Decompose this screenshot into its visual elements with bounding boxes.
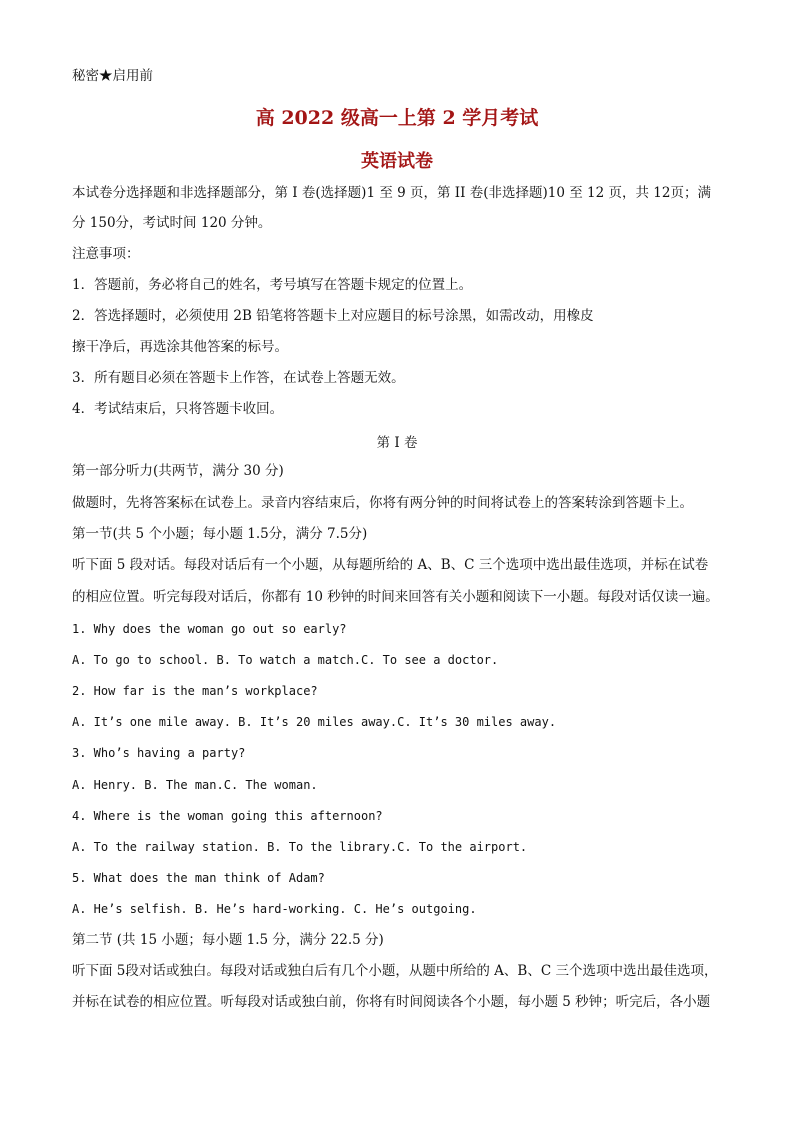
question-options: A. Henry. B. The man.C. The woman. <box>72 778 318 792</box>
notice-item: 2．答选择题时，必须使用 2B 铅笔将答题卡上对应题目的标号涂黑，如需改动，用橡皮 <box>72 308 594 324</box>
intro-line: 分 150分，考试时间 120 分钟。 <box>72 215 272 231</box>
notice-heading: 注意事项： <box>72 246 140 262</box>
question-options: A. It’s one mile away. B. It’s 20 miles away.C. It’s 30 miles away. <box>72 715 557 729</box>
question-text: 3. Who’s having a party? <box>72 746 246 760</box>
section1-instruction: 的相应位置。听完每段对话后，你都有 10 秒钟的时间来回答有关小题和阅读下一小题。每段对话仅读一遍。 <box>72 589 719 605</box>
notice-item: 擦干净后，再选涂其他答案的标号。 <box>72 339 288 355</box>
section2-instruction: 听下面 5段对话或独白。每段对话或独白后有几个小题，从题中所给的 A、B、C 三个选项中选出最佳选项， <box>72 963 718 979</box>
question-options: A. To the railway station. B. To the library.C. To the airport. <box>72 840 528 854</box>
section2-heading: 第二节 (共 15 小题；每小题 1.5 分，满分 22.5 分) <box>72 932 384 948</box>
volume-label: 第 I 卷 <box>376 435 418 451</box>
question-options: A. He’s selfish. B. He’s hard-working. C. He’s outgoing. <box>72 902 477 916</box>
part1-heading: 第一部分听力(共两节，满分 30 分) <box>72 463 284 479</box>
notice-item: 1．答题前，务必将自己的姓名，考号填写在答题卡规定的位置上。 <box>72 277 473 293</box>
notice-item: 4．考试结束后，只将答题卡收回。 <box>72 401 284 417</box>
question-text: 2. How far is the man’s workplace? <box>72 684 318 698</box>
notice-item: 3．所有题目必须在答题卡上作答，在试卷上答题无效。 <box>72 370 405 386</box>
section1-instruction: 听下面 5 段对话。每段对话后有一个小题，从每题所给的 A、B、C 三个选项中选出最佳选项，并标在试卷 <box>72 557 709 573</box>
section2-instruction: 并标在试卷的相应位置。听每段对话或独白前，你将有时间阅读各个小题，每小题 5 秒钟；听完后，各小题 <box>72 994 711 1010</box>
confidential-label: 秘密★启用前 <box>72 68 153 84</box>
question-text: 1. Why does the woman go out so early? <box>72 622 347 636</box>
section1-heading: 第一节(共 5 个小题；每小题 1.5分，满分 7.5分) <box>72 526 368 542</box>
question-options: A. To go to school. B. To watch a match.C. To see a doctor. <box>72 653 499 667</box>
intro-line: 本试卷分选择题和非选择题部分，第 I 卷(选择题)1 至 9 页，第 II 卷(非选择题)10 至 12 页，共 12页；满 <box>72 185 711 201</box>
part1-instruction: 做题时，先将答案标在试卷上。录音内容结束后，你将有两分钟的时间将试卷上的答案转涂到答题卡上。 <box>72 495 693 511</box>
exam-title: 高 2022 级高一上第 2 学月考试 <box>255 107 539 129</box>
question-text: 4. Where is the woman going this afternoon? <box>72 809 383 823</box>
question-text: 5. What does the man think of Adam? <box>72 871 325 885</box>
exam-subtitle: 英语试卷 <box>361 151 433 172</box>
